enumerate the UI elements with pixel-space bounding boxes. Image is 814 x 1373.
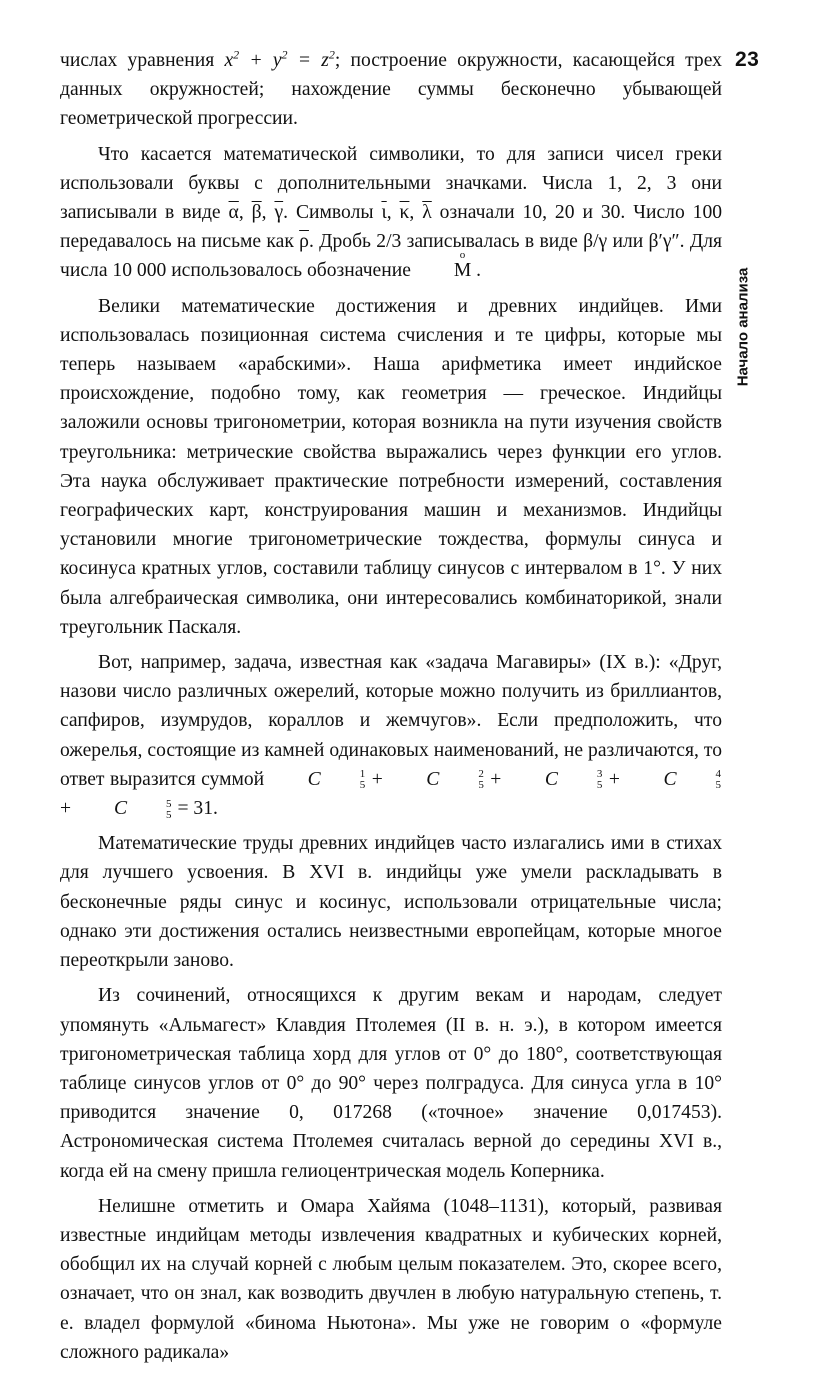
paragraph-1: числах уравнения $x^2 + y^2 = z^2$; построение окружности, касающейся трех данных окружностей; нахождение суммы бесконечно убывающей геометрической прогрессии. [60, 47, 722, 130]
combinations-sum-formula: C 1 5 + C 2 5 + C 3 5 + C 4 5 + C 5 5 = 31 [60, 768, 722, 821]
paragraph-5: Математические труды древних индийцев часто излагались ими в стихах для лучшего усвоения. В XVI в. индийцы уже умели раскладывать в бесконечные ряды синус и косинус, использовали отрицательные числа; однако эти достижения остались неизвестными европейцам, которые многое переоткрыли заново. [60, 833, 722, 972]
paragraph-3: Велики математические достижения и древних индийцев. Ими использовалась позиционная система счисления и те цифры, которые мы теперь называем «арабскими». Наша арифметика имеет индийское происхождение, подобно тому, как геометрия — греческое. Индийцы заложили основы тригонометрии, которая возникла на пути изучения свойств треугольника: метрические свойства выражались через функции его углов. Эта наука обслуживает практические потребности измерений, составления географических карт, конструирования машин и механизмов. Индийцы установили многие тригонометрические тождества, формулы синуса и косинуса кратных углов, составили таблицу синусов с интервалом в 1°. У них была алгебраическая символика, они интересовались комбинаторикой, знали треугольник Паскаля. [60, 295, 722, 638]
page-number: 23 [735, 48, 760, 71]
greek-numeral-1: $\overline{\alpha}$ [228, 202, 239, 224]
greek-numeral-3: $\overline{\gamma}$ [274, 202, 284, 224]
paragraph-2: Что касается математической символики, то для записи чисел греки использовали буквы с дополнительными значками. Числа 1, 2, 3 они записывали в виде $\overline{\alpha}$, $\overline{\beta}$, $\overline{\gamma}$. Символы $\overline{\iota}$, $\overline{\kappa}$, $\overline{\lambda}$ означали 10, 20 и 30. Число 100 передавалось на письме как $\overline{\rho}$. Дробь 2/3 записывалась в виде β/γ или β′γ″. Для числа 10 000 использовалось обозначение o M . [60, 140, 722, 286]
greek-numeral-30: $\overline{\lambda}$ [422, 202, 432, 224]
paragraph-6: Из сочинений, относящихся к другим векам и народам, следует упомянуть «Альмагест» Клавдия Птолемея (II в. н. э.), в котором имеется тригонометрическая таблица хорд для углов от 0° до 180°, соответствующая таблице синусов углов от 0° до 90° через полградуса. Для синуса угла в 10° приводится значение 0, 017268 («точное» значение 0,017453). Астрономическая система Птолемея считалась верной до середины XVI в., когда ей на смену пришла гелиоцентрическая модель Коперника. [60, 985, 722, 1182]
myriad-symbol: o M [453, 249, 472, 282]
paragraph-7: Нелишне отметить и Омара Хайяма (1048–1131), который, развивая известные индийцам методы извлечения квадратных и кубических корней, обобщил их на случай корней с любым целым показателем. Это, скорее всего, означает, что он знал, как возводить двучлен в любую натуральную степень, т. е. владел формулой «бинома Ньютона». Мы уже не говорим о «формуле сложного радикала» [60, 1195, 722, 1363]
equation-pythagorean: $x^2 + y^2 = z^2$ [224, 47, 335, 71]
running-header-text: Начало анализа [734, 267, 752, 387]
greek-numeral-100: $\overline{\rho}$ [299, 231, 309, 253]
body-text [60, 46, 722, 1373]
greek-numeral-10: $\overline{\iota}$ [381, 202, 387, 224]
paragraph-4: Вот, например, задача, известная как «задача Магавиры» (IX в.): «Друг, назови число различных ожерелий, которые можно получить из бриллиантов, сапфиров, изумрудов, кораллов и жемчугов». Если предположить, что ожерелья, состоящие из камней одинаковых наименований, не различаются, то ответ выразится суммой C 1 5 + C 2 5 + C 3 5 + C 4 5 + C 5 5 = 31. [60, 652, 722, 821]
running-header [732, 252, 754, 402]
greek-numeral-20: $\overline{\kappa}$ [399, 202, 410, 224]
greek-numeral-2: $\overline{\beta}$ [251, 202, 262, 224]
